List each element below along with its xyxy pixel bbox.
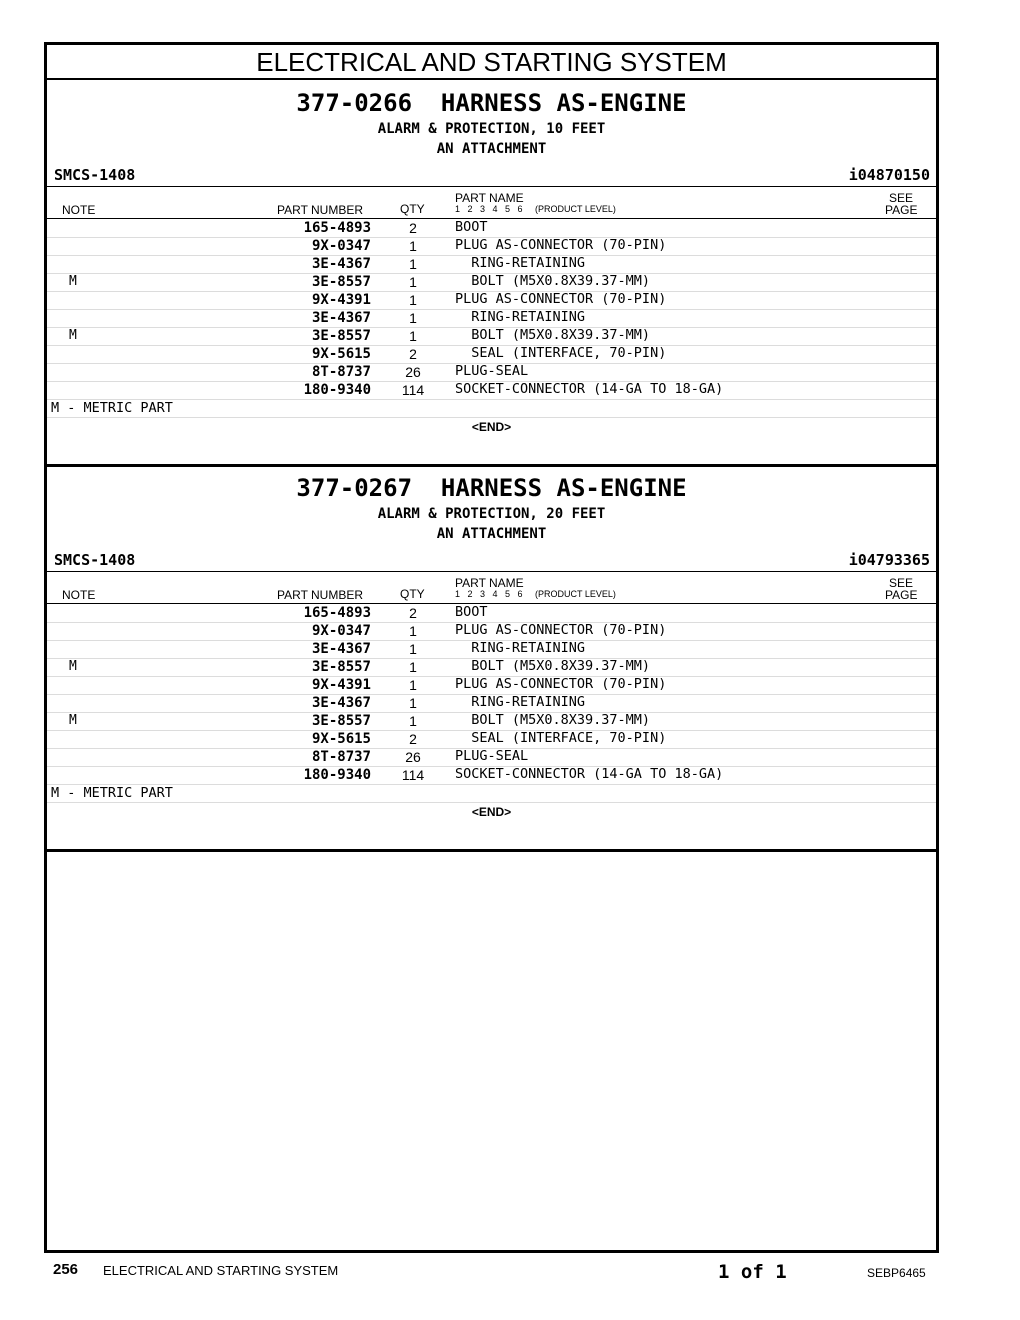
note-cell: M (69, 659, 77, 674)
table-row (47, 730, 936, 749)
part-number-cell: 3E-8557 (311, 274, 371, 290)
part-name-cell: RING-RETAINING (455, 309, 586, 325)
end-marker: <END> (471, 420, 512, 434)
part-number-cell: 9X-4391 (311, 677, 371, 693)
table-row (47, 676, 936, 695)
table-row (47, 363, 936, 382)
part-name-cell: PLUG AS-CONNECTOR (70-PIN) (455, 291, 667, 307)
qty-cell: 1 (409, 328, 417, 344)
table-row (47, 748, 936, 767)
table-row (47, 658, 936, 677)
illustration-id: i04793365 (848, 551, 930, 569)
part-name-cell: BOLT (M5X0.8X39.37-MM) (455, 327, 651, 343)
footnote-divider (47, 417, 936, 418)
part-name-cell: PLUG AS-CONNECTOR (70-PIN) (455, 622, 667, 638)
footer-document-id: SEBP6465 (867, 1266, 926, 1280)
part-number-cell: 3E-4367 (311, 641, 371, 657)
part-name-cell: PLUG AS-CONNECTOR (70-PIN) (455, 237, 667, 253)
part-name-cell: PLUG-SEAL (455, 363, 529, 379)
part-number-cell: 8T-8737 (311, 364, 371, 380)
table-row (47, 309, 936, 328)
part-name-cell: RING-RETAINING (455, 255, 586, 271)
table-row (47, 255, 936, 274)
footer-page-number: 256 (53, 1261, 79, 1278)
part-name-cell: RING-RETAINING (455, 640, 586, 656)
parts-section-1 (47, 80, 936, 465)
qty-cell: 2 (409, 605, 417, 621)
section-subtitle: ALARM & PROTECTION, 10 FEET (377, 121, 606, 137)
part-number-cell: 3E-8557 (311, 328, 371, 344)
page-column-header: PAGE (885, 588, 918, 602)
footer-page-count: 1 of 1 (718, 1261, 787, 1283)
table-row (47, 291, 936, 310)
qty-column-header: QTY (400, 587, 425, 601)
header-divider (47, 571, 936, 572)
part-number-cell: 180-9340 (303, 767, 371, 783)
table-row (47, 712, 936, 731)
qty-cell: 1 (409, 238, 417, 254)
header-divider (47, 186, 936, 187)
section-subtitle: ALARM & PROTECTION, 20 FEET (377, 506, 606, 522)
qty-cell: 1 (409, 641, 417, 657)
part-name-column-header: PART NAME (455, 576, 524, 590)
section-title: 377-0267 HARNESS AS-ENGINE (296, 474, 687, 502)
smcs-code: SMCS-1408 (54, 551, 136, 569)
qty-cell: 26 (405, 364, 421, 380)
footer-section-name: ELECTRICAL AND STARTING SYSTEM (103, 1263, 339, 1278)
product-level-header: 1 2 3 4 5 6 (PRODUCT LEVEL) (455, 204, 616, 214)
qty-cell: 114 (401, 382, 425, 398)
part-number-cell: 3E-8557 (311, 713, 371, 729)
note-column-header: NOTE (62, 203, 96, 217)
part-number-cell: 9X-0347 (311, 623, 371, 639)
part-number-cell: 9X-4391 (311, 292, 371, 308)
see-column-header: SEE (889, 576, 914, 590)
qty-cell: 1 (409, 292, 417, 308)
part-name-cell: SEAL (INTERFACE, 70-PIN) (455, 730, 667, 746)
table-row (47, 273, 936, 292)
part-number-cell: 9X-0347 (311, 238, 371, 254)
part-number-cell: 180-9340 (303, 382, 371, 398)
part-name-cell: RING-RETAINING (455, 694, 586, 710)
qty-cell: 1 (409, 677, 417, 693)
table-row (47, 604, 936, 623)
section-divider (47, 849, 936, 852)
qty-cell: 1 (409, 256, 417, 272)
part-name-cell: BOOT (455, 219, 488, 235)
table-row (47, 622, 936, 641)
section-subtitle-2: AN ATTACHMENT (436, 141, 547, 157)
qty-cell: 1 (409, 695, 417, 711)
note-column-header: NOTE (62, 588, 96, 602)
qty-cell: 1 (409, 659, 417, 675)
part-name-cell: SOCKET-CONNECTOR (14-GA TO 18-GA) (455, 381, 724, 397)
table-row (47, 694, 936, 713)
page-column-header: PAGE (885, 203, 918, 217)
part-name-cell: PLUG AS-CONNECTOR (70-PIN) (455, 676, 667, 692)
qty-cell: 1 (409, 713, 417, 729)
metric-footnote: M - METRIC PART (51, 785, 173, 801)
part-number-cell: 3E-4367 (311, 695, 371, 711)
part-number-cell: 8T-8737 (311, 749, 371, 765)
part-name-cell: PLUG-SEAL (455, 748, 529, 764)
part-name-column-header: PART NAME (455, 191, 524, 205)
note-cell: M (69, 713, 77, 728)
part-number-cell: 3E-4367 (311, 256, 371, 272)
product-level-header: 1 2 3 4 5 6 (PRODUCT LEVEL) (455, 589, 616, 599)
table-row (47, 640, 936, 659)
part-name-cell: BOLT (M5X0.8X39.37-MM) (455, 658, 651, 674)
illustration-id: i04870150 (848, 166, 930, 184)
part-name-cell: SOCKET-CONNECTOR (14-GA TO 18-GA) (455, 766, 724, 782)
section-title: 377-0266 HARNESS AS-ENGINE (296, 89, 687, 117)
part-number-cell: 9X-5615 (311, 346, 371, 362)
qty-cell: 1 (409, 274, 417, 290)
page-frame (44, 42, 939, 1253)
qty-column-header: QTY (400, 202, 425, 216)
see-column-header: SEE (889, 191, 914, 205)
qty-cell: 1 (409, 623, 417, 639)
part-name-cell: BOOT (455, 604, 488, 620)
part-number-cell: 3E-8557 (311, 659, 371, 675)
page-title: ELECTRICAL AND STARTING SYSTEM (47, 45, 936, 80)
part-number-column-header: PART NUMBER (277, 588, 364, 602)
part-name-cell: BOLT (M5X0.8X39.37-MM) (455, 273, 651, 289)
part-name-cell: SEAL (INTERFACE, 70-PIN) (455, 345, 667, 361)
part-name-cell: BOLT (M5X0.8X39.37-MM) (455, 712, 651, 728)
part-number-cell: 165-4893 (303, 220, 371, 236)
part-number-column-header: PART NUMBER (277, 203, 364, 217)
end-marker: <END> (471, 805, 512, 819)
qty-cell: 26 (405, 749, 421, 765)
parts-section-2 (47, 465, 936, 850)
table-row (47, 327, 936, 346)
metric-footnote: M - METRIC PART (51, 400, 173, 416)
qty-cell: 114 (401, 767, 425, 783)
table-row (47, 381, 936, 400)
note-cell: M (69, 274, 77, 289)
qty-cell: 1 (409, 310, 417, 326)
part-number-cell: 3E-4367 (311, 310, 371, 326)
qty-cell: 2 (409, 220, 417, 236)
qty-cell: 2 (409, 731, 417, 747)
qty-cell: 2 (409, 346, 417, 362)
note-cell: M (69, 328, 77, 343)
section-subtitle-2: AN ATTACHMENT (436, 526, 547, 542)
part-number-cell: 9X-5615 (311, 731, 371, 747)
footnote-divider (47, 802, 936, 803)
table-row (47, 237, 936, 256)
table-row (47, 766, 936, 785)
table-row (47, 219, 936, 238)
table-row (47, 345, 936, 364)
part-number-cell: 165-4893 (303, 605, 371, 621)
smcs-code: SMCS-1408 (54, 166, 136, 184)
